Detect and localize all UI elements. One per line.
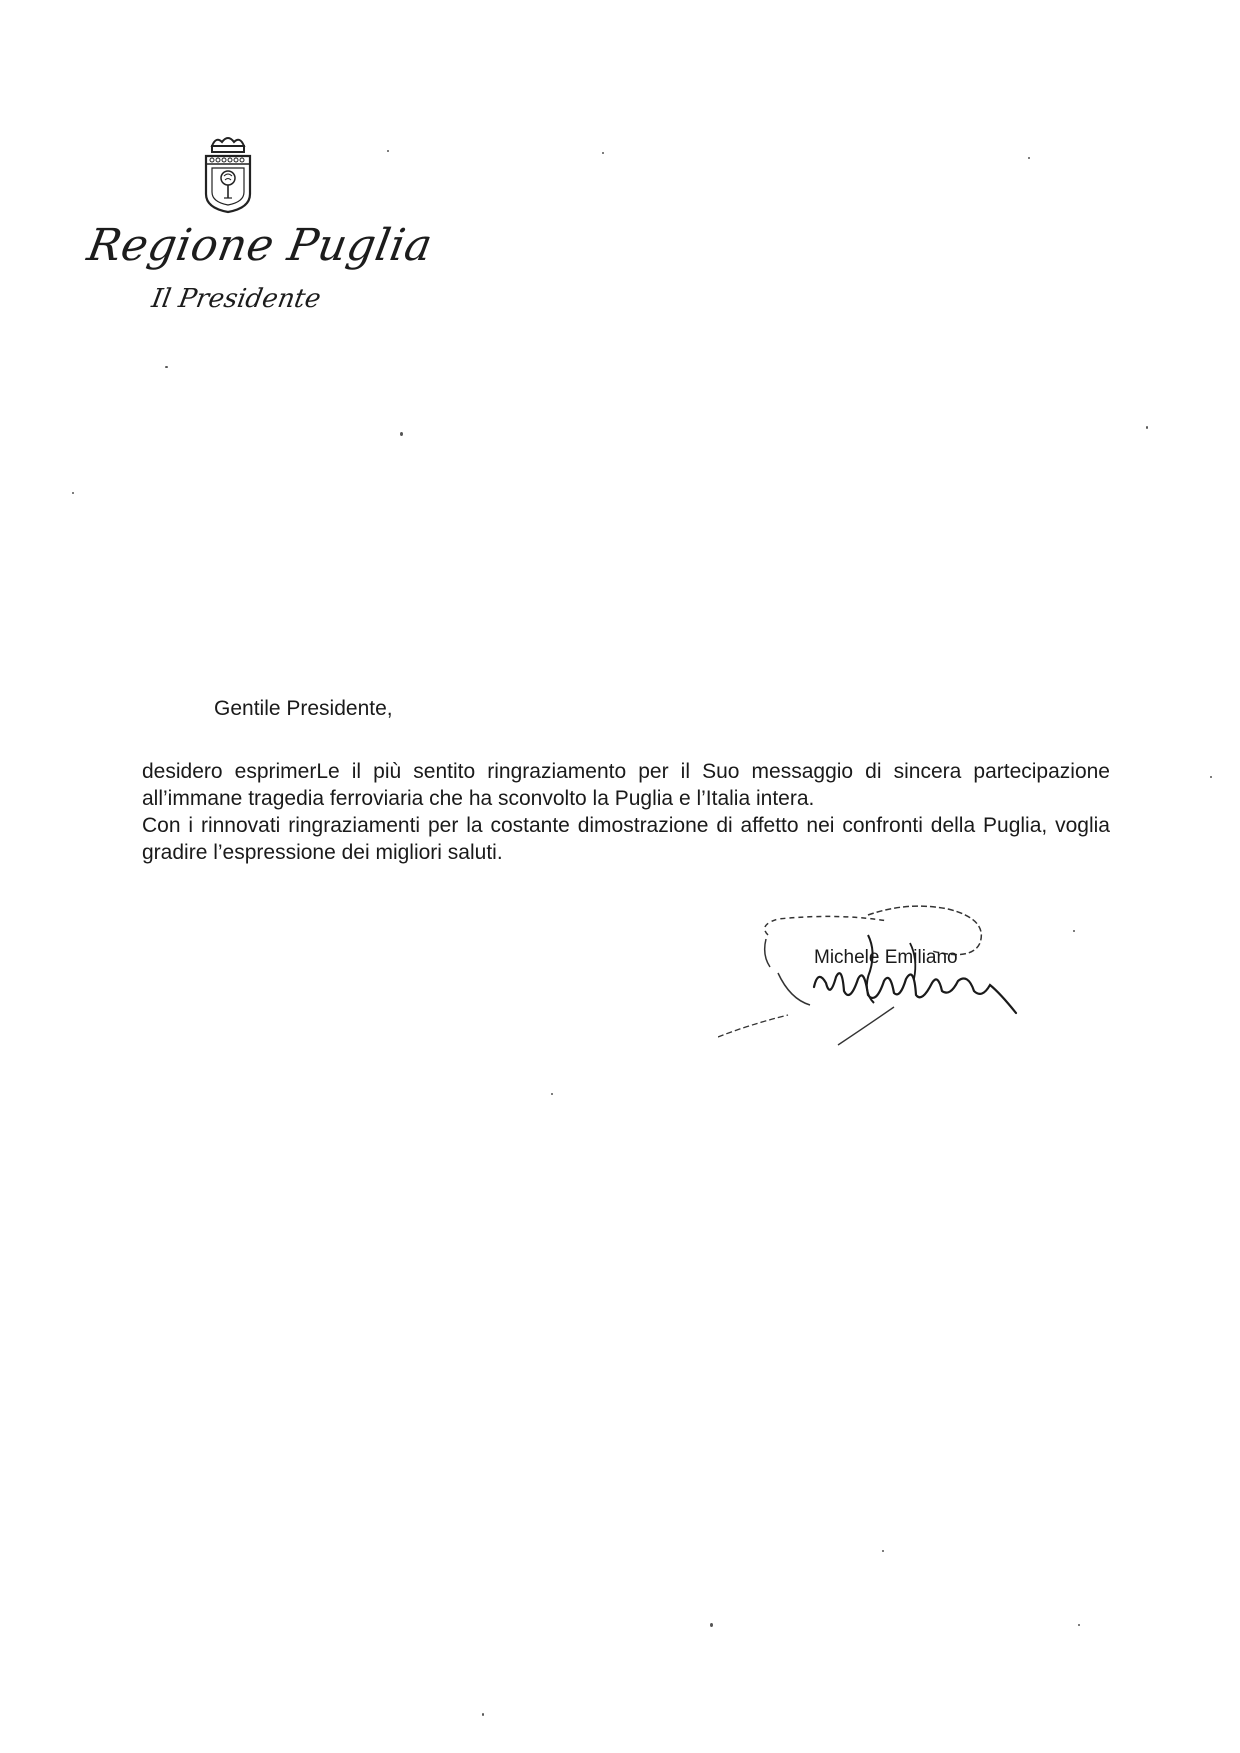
scan-speck [710,1623,713,1627]
letter-paragraph: Con i rinnovati ringraziamenti per la costante dimostrazione di affetto nei confronti della Puglia, voglia gradire l’espressione dei migliori saluti. [142,814,1110,864]
organization-name: Regione Puglia [83,220,437,271]
scan-speck [1028,157,1030,159]
letter-paragraph: desidero esprimerLe il più sentito ringraziamento per il Suo messaggio di sincera partecipazione all’immane tragedia ferroviaria che ha sconvolto la Puglia e l’Italia intera. [142,760,1110,810]
scan-speck [882,1550,884,1552]
scan-speck [1210,776,1212,778]
organization-role: Il Presidente [149,284,324,314]
scan-speck [72,492,74,494]
scan-speck [1078,1624,1080,1626]
scan-speck [400,432,403,436]
scan-speck [551,1093,553,1095]
scan-speck [482,1713,484,1716]
handwritten-signature [718,895,1038,1065]
scan-speck [165,366,168,368]
letterhead [83,132,437,322]
regional-coat-of-arms-icon [200,132,256,214]
salutation: Gentile Presidente, [214,697,393,720]
scan-speck [1073,930,1075,932]
signatory-name: Michele Emiliano [814,947,958,968]
scan-speck [1146,426,1148,429]
signature-block [718,895,1038,1065]
scan-speck [387,150,389,152]
scan-speck [602,152,604,154]
letter-body [142,758,1110,866]
